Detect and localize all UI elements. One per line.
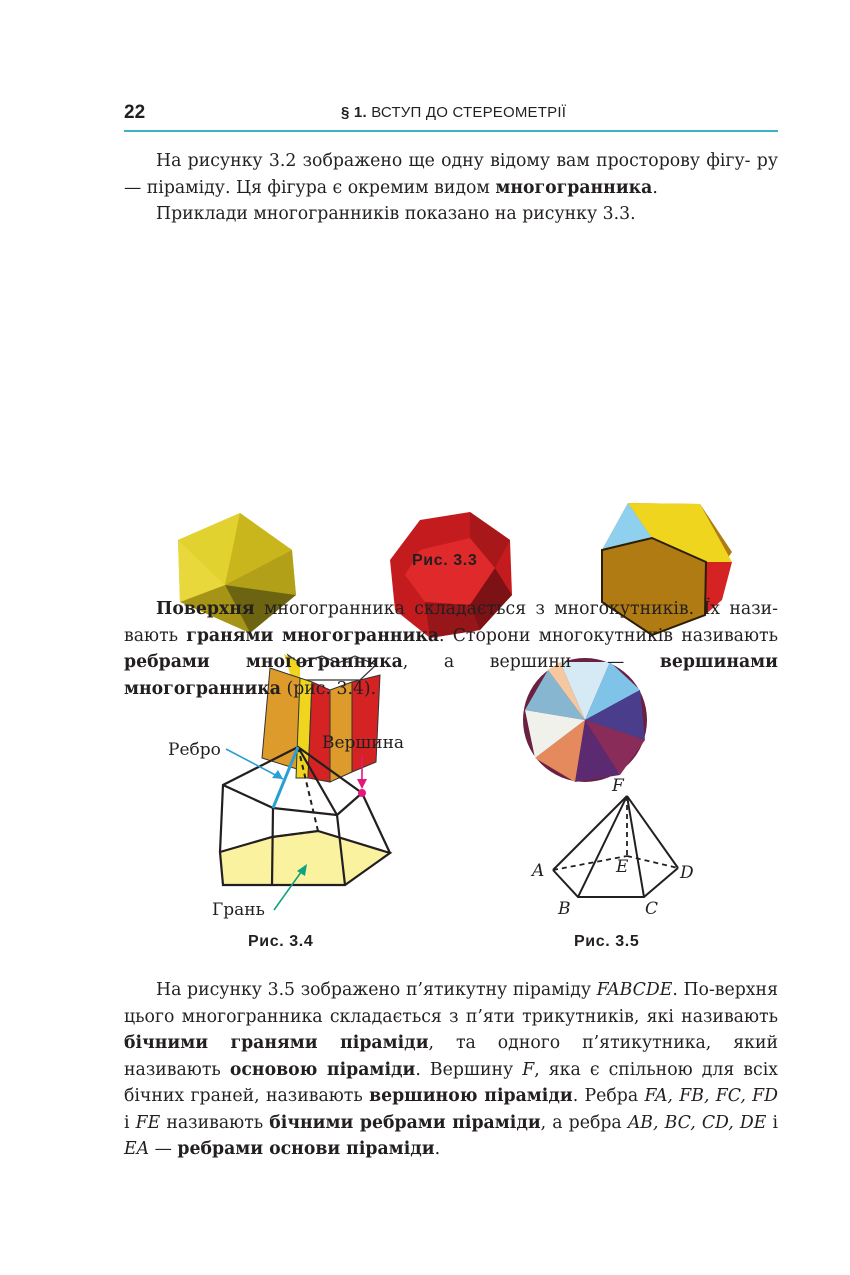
term-polyhedron: многогранника bbox=[495, 177, 653, 198]
term-apex: вершиною піраміди bbox=[369, 1086, 573, 1106]
pyr-span: . Вершину bbox=[415, 1059, 523, 1080]
surface-span: многогранника складається з многокутників. Їх нази-вають bbox=[124, 599, 778, 646]
intro-line bbox=[124, 148, 778, 201]
pyr-span: . По-верхня цього многогранника складається з п’яти трикутників, які називають bbox=[124, 980, 778, 1027]
section-name: ВСТУП ДО СТЕРЕОМЕТРІЇ bbox=[371, 104, 567, 121]
label-edge: Ребро bbox=[168, 740, 221, 760]
pyr-span: На рисунку 3.5 зображено п’ятикутну піраміду bbox=[156, 980, 597, 1000]
figure-3-3 bbox=[0, 250, 850, 550]
pyramid-paragraph bbox=[124, 977, 778, 1163]
surface-text bbox=[124, 596, 778, 702]
pyr-span: називають bbox=[160, 1112, 270, 1133]
intro-text: . bbox=[652, 177, 658, 198]
term-base: основою піраміди bbox=[229, 1059, 416, 1080]
figure-3-4-caption: Рис. 3.4 bbox=[248, 933, 314, 950]
figure-3-4 bbox=[150, 725, 550, 945]
pyr-italic: EA bbox=[124, 1139, 150, 1159]
term-faces: гранями многогранника bbox=[186, 625, 440, 646]
pyr-span: , а ребра bbox=[540, 1112, 628, 1133]
page-number: 22 bbox=[124, 102, 146, 123]
pyr-italic: FA, FB, FC, FD bbox=[644, 1086, 779, 1106]
label-C: C bbox=[645, 899, 659, 919]
term-lateral-edges: бічними ребрами піраміди bbox=[269, 1112, 541, 1133]
label-face: Грань bbox=[212, 900, 265, 920]
intro-text: ру — піраміду. Ця фігура є окремим видом bbox=[124, 151, 779, 198]
figure-3-3-caption: Рис. 3.3 bbox=[412, 552, 478, 569]
surface-paragraph bbox=[124, 596, 778, 702]
intro-line: Приклади многогранників показано на рисунку 3.3. bbox=[156, 204, 636, 224]
term-vertices: вершинами многогранника bbox=[124, 652, 778, 699]
figure-3-5-caption: Рис. 3.5 bbox=[574, 933, 640, 950]
intro-text: На рисунку 3.2 зображено ще одну відому вам просторову фігу- bbox=[156, 151, 751, 171]
term-edges: ребрами многогранника bbox=[124, 652, 403, 672]
surface-span: . Сторони многокутників називають bbox=[439, 625, 779, 646]
pyr-span: , та одного п’ятикутника, який називають bbox=[124, 1033, 778, 1080]
surface-span: (рис. 3.4). bbox=[280, 678, 377, 699]
label-D: D bbox=[680, 863, 694, 883]
term-base-edges: ребрами основи піраміди bbox=[177, 1139, 435, 1159]
surface-span: , а вершини — bbox=[402, 652, 660, 672]
pyr-italic: F bbox=[522, 1059, 535, 1080]
label-A: A bbox=[532, 861, 545, 881]
pyramid-text bbox=[124, 977, 778, 1163]
pyr-italic: FABCDE bbox=[596, 980, 673, 1000]
figure-3-5 bbox=[520, 768, 740, 928]
pyr-span: . Ребра bbox=[572, 1086, 645, 1106]
vertex-dot bbox=[358, 789, 366, 797]
page-header bbox=[124, 100, 778, 132]
intro-paragraph bbox=[124, 148, 778, 228]
label-F: F bbox=[612, 776, 624, 796]
pyr-span: , яка є спільною для всіх бічних граней, називають bbox=[124, 1059, 778, 1106]
section-mark: § 1. bbox=[341, 104, 367, 121]
pyr-italic: AB, BC, CD, DE bbox=[627, 1112, 767, 1133]
label-vertex: Вершина bbox=[322, 733, 405, 753]
pyr-span: . bbox=[434, 1139, 441, 1159]
label-E: E bbox=[616, 857, 629, 877]
term-surface: Поверхня bbox=[156, 599, 255, 619]
term-lateral-faces: бічними гранями піраміди bbox=[124, 1033, 429, 1053]
section-title bbox=[341, 104, 566, 121]
pyr-span: — bbox=[149, 1139, 178, 1159]
label-B: B bbox=[558, 899, 571, 919]
pyr-span: і bbox=[124, 1112, 136, 1133]
pyr-span: і bbox=[766, 1112, 778, 1133]
base-face bbox=[220, 831, 390, 885]
pyr-italic: FE bbox=[135, 1112, 161, 1133]
